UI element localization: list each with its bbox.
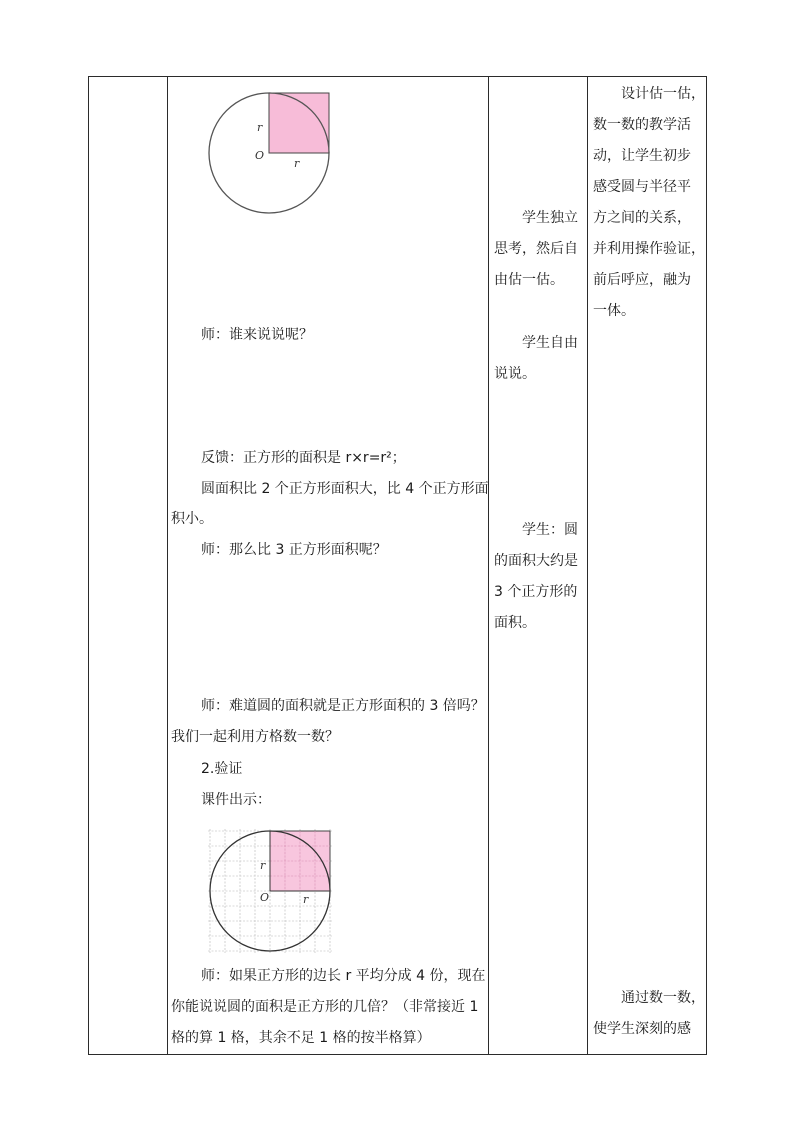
student-activity-cell — [489, 77, 588, 1055]
design-intent-cell — [588, 77, 707, 1055]
design-line-7: 前后呼应，融为 — [593, 272, 691, 288]
teacher-who-text: 师：谁来说说呢？ — [201, 327, 313, 343]
teacher-question-b: 我们一起利用方格数一数？ — [171, 729, 339, 745]
feedback-line-2b: 积小。 — [171, 511, 213, 527]
stage-column-cell — [89, 77, 168, 1055]
feedback-line-2a: 圆面积比 2 个正方形面积大，比 4 个正方形面 — [201, 481, 489, 497]
design-line-3: 动，让学生初步 — [593, 148, 691, 164]
student-answer-line-1: 学生：圆 — [522, 522, 578, 538]
fig1-r-horizontal: r — [294, 157, 300, 170]
fig2-r-horizontal: r — [303, 893, 309, 906]
design-line-2: 数一数的教学活 — [593, 117, 691, 133]
student-say-line-2: 说说。 — [494, 366, 536, 382]
student-answer-line-4: 面积。 — [494, 615, 536, 631]
student-think-line-3: 由估一估。 — [494, 272, 564, 288]
student-answer-line-3: 3 个正方形的 — [494, 584, 578, 600]
circle-square-figure-1 — [202, 85, 332, 217]
teacher-three-text: 师：那么比 3 正方形面积呢？ — [201, 542, 387, 558]
pink-square — [269, 93, 329, 153]
teacher-question-a: 师：难道圆的面积就是正方形面积的 3 倍吗？ — [201, 698, 485, 714]
fig2-o-label: O — [260, 891, 270, 904]
design-line-1: 设计估一估， — [621, 86, 705, 102]
design-line-8: 一体。 — [593, 303, 635, 319]
student-think-line-1: 学生独立 — [522, 210, 578, 226]
courseware-label: 课件出示： — [201, 792, 271, 808]
fig1-o-label: O — [255, 149, 265, 162]
design-line-6: 并利用操作验证， — [593, 241, 705, 257]
fig1-r-vertical: r — [257, 121, 263, 134]
teacher-grid-b: 你能说说圆的面积是正方形的几倍？（非常接近 1 — [171, 999, 479, 1015]
teacher-grid-c: 格的算 1 格，其余不足 1 格的按半格算） — [171, 1030, 431, 1046]
grid-circle-figure — [208, 829, 332, 953]
teacher-grid-a: 师：如果正方形的边长 r 平均分成 4 份，现在 — [201, 968, 486, 984]
student-answer-line-2: 的面积大约是 — [494, 553, 578, 569]
count-line-2: 使学生深刻的感 — [593, 1021, 691, 1037]
student-say-line-1: 学生自由 — [522, 335, 578, 351]
design-line-5: 方之间的关系， — [593, 210, 691, 226]
student-think-line-2: 思考，然后自 — [494, 241, 578, 257]
section-verify: 2.验证 — [201, 761, 243, 777]
count-line-1: 通过数一数， — [621, 990, 705, 1006]
teaching-process-cell — [168, 77, 489, 1055]
design-line-4: 感受圆与半径平 — [593, 179, 691, 195]
fig2-r-vertical: r — [260, 859, 266, 872]
lesson-table — [88, 76, 707, 1055]
feedback-line-1: 反馈：正方形的面积是 r×r=r²； — [201, 450, 406, 466]
